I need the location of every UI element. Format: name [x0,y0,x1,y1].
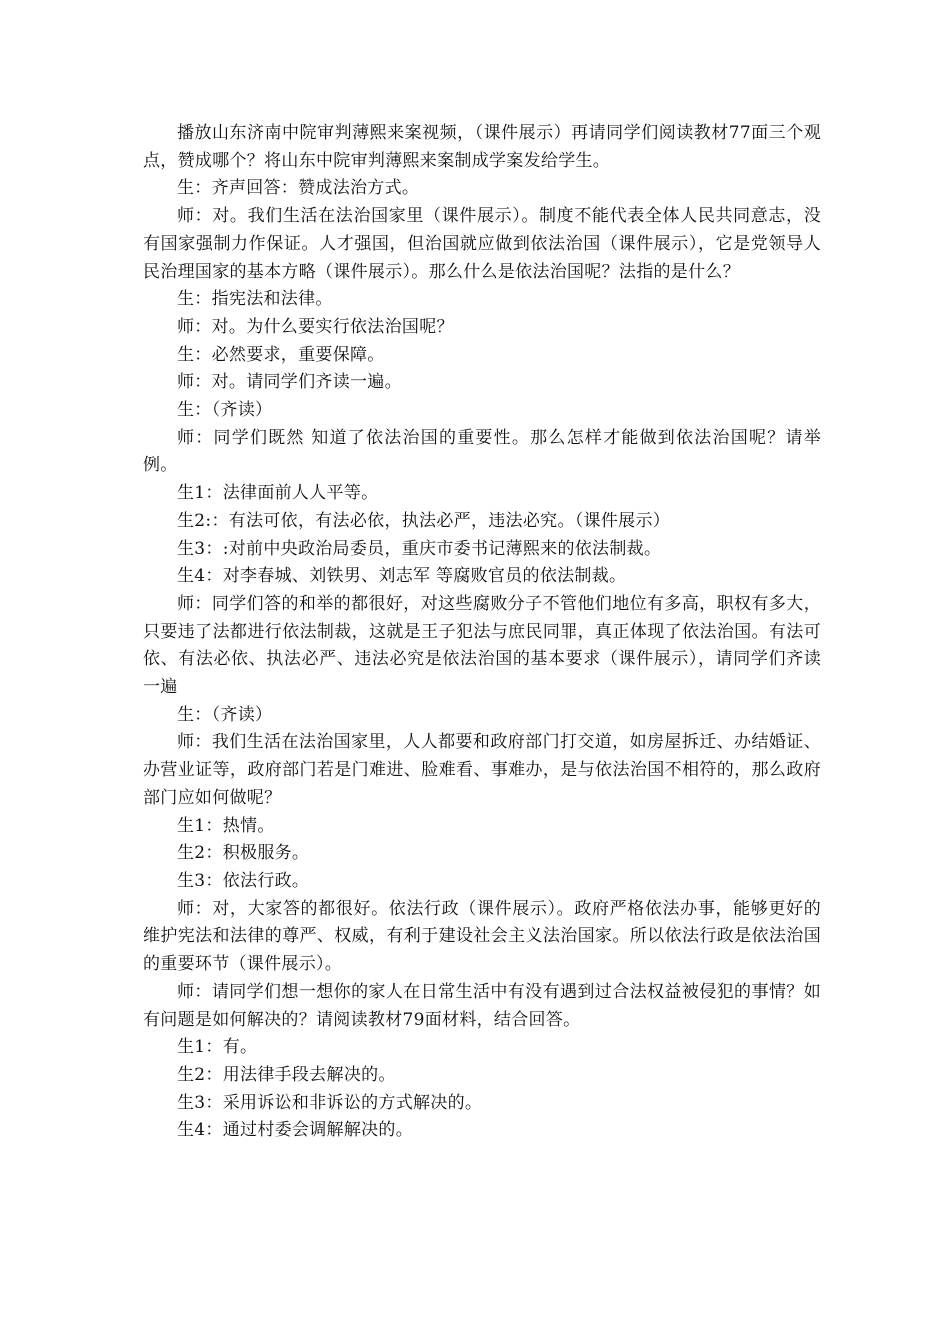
paragraph-student-answer: 生3：采用诉讼和非诉讼的方式解决的。 [177,1092,483,1113]
paragraph-teacher-question: 师：请同学们想一想你的家人在日常生活中有没有遇到过合法权益被侵犯的事情？如有问题是如何解决的？请阅读教材79面材料，结合回答。 [143,981,821,1030]
paragraph-student-answer: 生1：法律面前人人平等。 [177,483,379,504]
paragraph-student-answer: 生3：依法行政。 [177,870,310,891]
paragraph-student-answer: 生：（齐读） [177,400,273,421]
paragraph-teacher-question: 师：我们生活在法治国家里，人人都要和政府部门打交道，如房屋拆迁、办结婚证、办营业证等，政府部门若是门难进、脸难看、事难办，是与依法治国不相符的，那么政府部门应如何做呢？ [143,732,821,808]
paragraph-student-answer: 生2：用法律手段去解决的。 [177,1064,396,1085]
paragraph-student-answer: 生2：积极服务。 [177,843,310,864]
paragraph-student-answer: 生2:：有法可依，有法必依，执法必严，违法必究。（课件展示） [177,510,671,531]
paragraph-student-answer: 生4：通过村委会调解解决的。 [177,1120,414,1141]
paragraph-student-answer: 生：指宪法和法律。 [177,289,333,310]
document-body [143,120,821,1145]
paragraph-teacher-instruction: 师：对。请同学们齐读一遍。 [177,372,402,393]
paragraph-student-answer: 生：必然要求，重要保障。 [177,344,385,365]
paragraph-student-answer: 生1：有。 [177,1037,258,1058]
paragraph-teacher-question: 师：对。为什么要实行依法治国呢？ [177,316,454,337]
paragraph-student-answer: 生：（齐读） [177,704,273,725]
paragraph-intro-video: 播放山东济南中院审判薄熙来案视频，（课件展示）再请同学们阅读教材77面三个观点，赞成哪个？将山东中院审判薄熙来案制成学案发给学生。 [143,123,821,171]
paragraph-student-answer: 生：齐声回答：赞成法治方式。 [177,178,420,199]
paragraph-teacher-question: 师：同学们既然 知道了依法治国的重要性。那么怎样才能做到依法治国呢？请举例。 [143,427,821,476]
paragraph-teacher-summary: 师：对，大家答的都很好。依法行政（课件展示）。政府严格依法办事，能够更好的维护宪法和法律的尊严、权威，有利于建设社会主义法治国家。所以依法行政是依法治国的重要环节（课件展示）。 [143,898,821,975]
paragraph-student-answer: 生1：热情。 [177,815,275,836]
paragraph-student-answer: 生3：:对前中央政治局委员，重庆市委书记薄熙来的依法制裁。 [177,538,662,559]
paragraph-student-answer: 生4：对李春城、刘铁男、刘志军 等腐败官员的依法制裁。 [177,566,627,587]
paragraph-teacher-rule-of-law: 师：对。我们生活在法治国家里（课件展示）。制度不能代表全体人民共同意志，没有国家强制力作保证。人才强国，但治国就应做到依法治国（课件展示），它是党领导人民治理国家的基本方略（课件展示）。那么什么是依法治国呢？法指的是什么？ [143,206,821,282]
paragraph-teacher-summary: 师：同学们答的和举的都很好，对这些腐败分子不管他们地位有多高，职权有多大，只要违了法都进行依法制裁，这就是王子犯法与庶民同罪，真正体现了依法治国。有法可依、有法必依、执法必严、违法必究是依法治国的基本要求（课件展示），请同学们齐读一遍 [143,593,821,698]
